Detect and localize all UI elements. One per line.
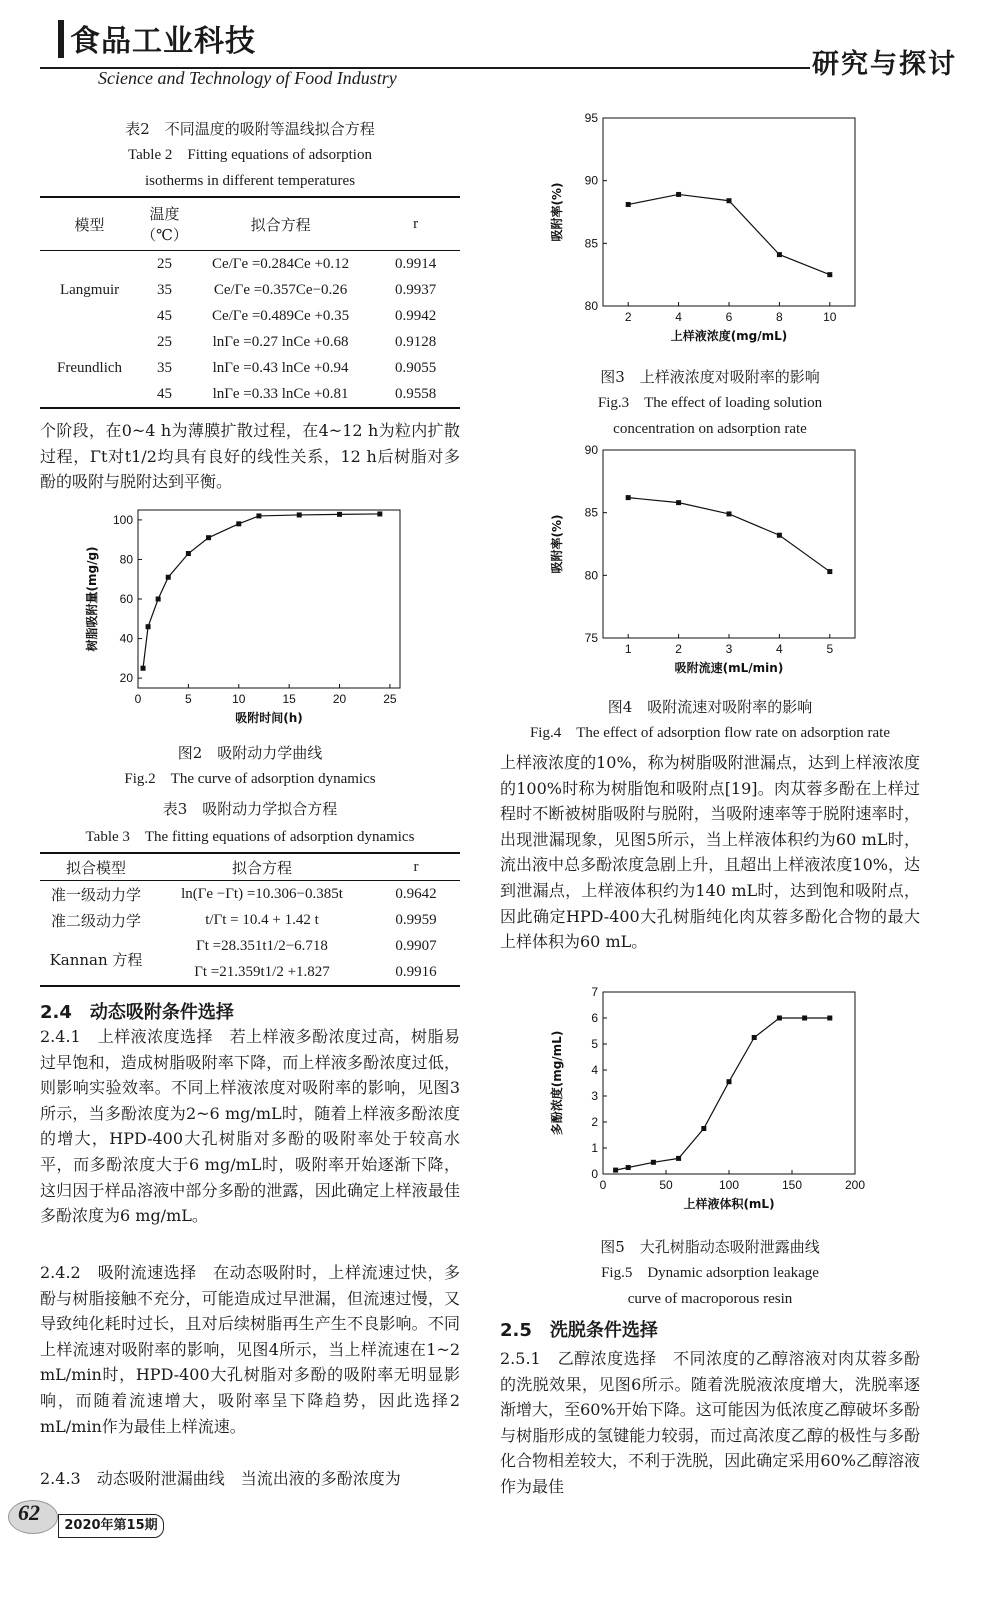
fig4-chart (545, 440, 865, 686)
data-point (156, 597, 161, 602)
subheading-2-4-2: 2.4.2 吸附流速选择 (40, 1263, 197, 1282)
data-point (827, 272, 832, 277)
data-point (626, 495, 631, 500)
x-tick-label: 3 (725, 642, 733, 656)
table2-header-temp: 温度（℃） (141, 205, 188, 244)
data-point (752, 1035, 757, 1040)
data-point (827, 1016, 832, 1021)
y-tick-label: 7 (591, 985, 598, 999)
data-point (777, 252, 782, 257)
fig5-chart (545, 982, 865, 1222)
table2-cell: 0.9937 (395, 281, 437, 298)
data-point (256, 513, 261, 518)
table2-header-r: r (413, 215, 419, 232)
paragraph-2-4-3 (40, 1466, 460, 1492)
x-tick-label: 100 (718, 1178, 740, 1192)
journal-title-cn: 食品工业科技 (70, 24, 256, 59)
plot-frame (603, 118, 855, 306)
table2-cell: 45 (156, 307, 172, 324)
table2-cell: lnΓe =0.33 lnCe +0.81 (212, 385, 349, 402)
x-tick-label: 200 (844, 1178, 865, 1192)
data-point (727, 511, 732, 516)
data-point (676, 500, 681, 505)
x-tick-label: 4 (675, 310, 682, 324)
table2-cell: Ce/Γe =0.489Ce +0.35 (211, 307, 350, 324)
y-axis-label: 吸附率(%) (550, 514, 564, 574)
table2-caption-cn: 表2 不同温度的吸附等温线拟合方程 (125, 120, 375, 138)
fig2-chart (80, 500, 410, 736)
x-tick-label: 5 (826, 642, 834, 656)
paragraph-2-4-1-body: 若上样液多酚浓度过高，树脂易过早饱和，造成树脂吸附率下降，而上样液多酚浓度过低，则影响实验效率。不同上样液浓度对吸附率的影响，见图3所示，当多酚浓度为2~6 mg/mL时，随着上样液多酚浓度的增大，HPD-400大孔树脂对多酚的吸附率处于较高水平，而多酚浓度大于6 mg/mL时，吸附率开始逐渐下降，这归因于样品溶液中部分多酚的泄露，因此确定上样液最佳多酚浓度为6 mg/mL。 (40, 1027, 460, 1226)
data-point (141, 666, 146, 671)
table2-cell: 0.9942 (395, 307, 437, 324)
paragraph-2-5-1-body: 不同浓度的乙醇溶液对肉苁蓉多酚的洗脱效果，见图6所示。随着洗脱液浓度增大，洗脱率逐渐增大，至60%开始下降。这可能因为低浓度乙醇破坏多酚与树脂形成的氢键能力较弱，而过高浓度乙醇的极性与多酚化合物相差较大，不利于洗脱，因此确定采用60%乙醇溶液作为最佳 (500, 1349, 920, 1496)
data-point (651, 1160, 656, 1165)
x-tick-label: 2 (675, 642, 682, 656)
data-point (676, 1156, 681, 1161)
x-axis-label: 吸附时间(h) (235, 711, 303, 725)
table3-caption-en: Table 3 The fitting equations of adsorption dynamics (85, 829, 415, 845)
y-axis-label: 吸附率(%) (550, 182, 564, 242)
table3-cell: ln(Γe −Γt) =10.306−0.385t (181, 885, 343, 902)
table2-model-freundlich: Freundlich (57, 359, 123, 376)
y-tick-label: 6 (591, 1011, 598, 1025)
data-point (337, 512, 342, 517)
x-tick-label: 4 (776, 642, 783, 656)
table-row (40, 329, 460, 355)
table3-cell: 0.9959 (395, 911, 437, 928)
table2-cell: lnΓe =0.27 lnCe +0.68 (212, 333, 349, 350)
series-line (628, 498, 830, 572)
table3-caption-cn: 表3 吸附动力学拟合方程 (162, 800, 338, 818)
y-tick-label: 75 (584, 631, 598, 645)
data-point (186, 551, 191, 556)
y-tick-label: 5 (591, 1037, 598, 1051)
series-line (616, 1018, 830, 1170)
fig3-chart (545, 108, 865, 354)
data-point (676, 192, 681, 197)
x-tick-label: 25 (383, 692, 397, 706)
data-point (827, 569, 832, 574)
subheading-2-5-1: 2.5.1 乙醇浓度选择 (500, 1349, 657, 1368)
y-axis-label: 多酚浓度(mg/mL) (550, 1030, 564, 1136)
table2-cell: 35 (156, 359, 172, 376)
table3-cell: t/Γt = 10.4 + 1.42 t (205, 911, 319, 928)
data-point (777, 533, 782, 538)
y-tick-label: 2 (591, 1115, 598, 1129)
x-tick-label: 8 (776, 310, 783, 324)
table3-cell: Γt =28.351t1/2−6.718 (196, 937, 328, 954)
y-tick-label: 100 (112, 512, 133, 527)
data-point (626, 1165, 631, 1170)
x-tick-label: 15 (282, 692, 296, 706)
data-point (377, 511, 382, 516)
table2-cell: 0.9055 (395, 359, 437, 376)
fig4-caption-cn: 图4 吸附流速对吸附率的影响 (607, 698, 813, 716)
table2-cell: 0.9128 (395, 333, 437, 350)
plot-frame (138, 510, 400, 688)
y-tick-label: 3 (591, 1089, 598, 1103)
table3-header-equation: 拟合方程 (231, 858, 292, 877)
y-tick-label: 90 (584, 173, 598, 188)
table3-cell: 准二级动力学 (50, 911, 141, 930)
fig5-caption-en1: Fig.5 Dynamic adsorption leakage (601, 1265, 819, 1281)
table2-cell: 0.9558 (395, 385, 437, 402)
data-point (166, 575, 171, 580)
section-2-4-heading: 2.4 动态吸附条件选择 (40, 1002, 234, 1023)
paragraph-2-4-3-body: 当流出液的多酚浓度为 (240, 1469, 401, 1488)
x-axis-label: 上样液浓度(mg/mL) (670, 329, 788, 343)
paragraph-2-5-1 (500, 1346, 920, 1500)
paragraph-2-4-2 (40, 1260, 460, 1439)
x-tick-label: 5 (185, 692, 192, 706)
journal-logo-bar (58, 20, 64, 58)
table3-cell: 准一级动力学 (50, 885, 141, 904)
issue-label: 2020年第15期 (58, 1514, 164, 1538)
data-point (727, 1079, 732, 1084)
table2 (40, 196, 460, 409)
fig3-caption-en1: Fig.3 The effect of loading solution (597, 395, 823, 411)
y-tick-label: 4 (591, 1063, 598, 1077)
data-point (146, 624, 151, 629)
x-tick-label: 0 (134, 692, 142, 706)
table3-cell: 0.9907 (395, 937, 437, 954)
table2-header-model: 模型 (74, 215, 105, 234)
table3-cell: 0.9916 (395, 963, 437, 980)
series-line (143, 514, 380, 668)
table-row (40, 881, 460, 908)
fig5-caption-en2: curve of macroporous resin (627, 1291, 793, 1307)
fig5-caption-cn: 图5 大孔树脂动态吸附泄露曲线 (600, 1238, 820, 1256)
y-tick-label: 85 (584, 236, 598, 251)
table2-cell: 35 (156, 281, 172, 298)
data-point (802, 1016, 807, 1021)
fig4-caption-en: Fig.4 The effect of adsorption flow rate on adsorption rate (529, 725, 891, 741)
table3-header-row (40, 853, 460, 881)
left-paragraph-1: 个阶段，在0~4 h为薄膜扩散过程，在4~12 h为粒内扩散过程，Γt对t1/2均具有良好的线性关系，12 h后树脂对多酚的吸附与脱附达到平衡。 (40, 421, 460, 492)
x-tick-label: 10 (823, 310, 837, 324)
section-tag: 研究与探讨 (812, 49, 957, 80)
series-line (628, 194, 830, 274)
table2-cell: Ce/Γe =0.284Ce +0.12 (211, 255, 350, 272)
table2-header-equation: 拟合方程 (250, 215, 311, 234)
table-row (40, 907, 460, 933)
x-tick-label: 6 (725, 310, 733, 324)
y-tick-label: 80 (584, 299, 598, 313)
right-paragraph-leak: 上样液浓度的10%，称为树脂吸附泄漏点，达到上样液浓度的100%时称为树脂饱和吸附点[19]。肉苁蓉多酚在上样过程时不断被树脂吸附与脱附，当吸附速率等于脱附速率时，出现泄漏现象，见图5所示，当上样液体积约为60 mL时，流出液中总多酚浓度急剧上升，且超出上样液浓度10%，达到泄漏点，上样液体积约为140 mL时，达到饱和吸附点，因此确定HPD-400大孔树脂纯化肉苁蓉多酚化合物的最大上样体积为60 mL。 (500, 753, 920, 952)
data-point (777, 1016, 782, 1021)
x-tick-label: 2 (624, 310, 632, 324)
table2-header-row (40, 197, 460, 251)
table2-cell: 25 (156, 255, 172, 272)
data-point (613, 1168, 618, 1173)
y-tick-label: 85 (584, 505, 598, 520)
paragraph-2-4-1 (40, 1024, 460, 1229)
subheading-2-4-3: 2.4.3 动态吸附泄漏曲线 (40, 1469, 225, 1488)
table2-cell: 0.9914 (395, 255, 437, 272)
journal-title-en: Science and Technology of Food Industry (98, 68, 397, 88)
paragraph-2-4-2-body: 在动态吸附时，上样流速过快，多酚与树脂接触不充分，可能造成过早泄漏，但流速过慢，又导致纯化耗时过长，且对后续树脂再生产生不良影响。不同上样流速对吸附率的影响，见图4所示，当上样流速在1~2 mL/min时，HPD-400大孔树脂对多酚的吸附率无明显影响，而随着流速增大，吸附率呈下降趋势，因此选择2 mL/min作为最佳上样流速。 (40, 1263, 460, 1436)
x-tick-label: 0 (599, 1178, 607, 1192)
x-tick-label: 10 (232, 692, 246, 706)
data-point (297, 512, 302, 517)
table3-cell: Γt =21.359t1/2 +1.827 (194, 963, 330, 980)
table3 (40, 852, 460, 987)
subheading-2-4-1: 2.4.1 上样液浓度选择 (40, 1027, 214, 1046)
fig3-caption-cn: 图3 上样液浓度对吸附率的影响 (600, 368, 820, 386)
data-point (236, 521, 241, 526)
fig3-caption-en2: concentration on adsorption rate (613, 421, 807, 437)
y-tick-label: 80 (584, 568, 598, 583)
table2-cell: 25 (156, 333, 172, 350)
table-row (40, 251, 460, 278)
data-point (626, 202, 631, 207)
y-tick-label: 95 (584, 111, 598, 125)
table-row (40, 933, 460, 959)
table2-caption-en1: Table 2 Fitting equations of adsorption (128, 147, 372, 163)
plot-frame (603, 450, 855, 638)
y-tick-label: 60 (119, 592, 133, 606)
x-tick-label: 1 (624, 642, 632, 656)
section-2-5-heading: 2.5 洗脱条件选择 (500, 1320, 658, 1341)
table2-model-langmuir: Langmuir (59, 281, 120, 298)
table3-header-model: 拟合模型 (65, 858, 126, 877)
page-number: 62 (18, 1500, 40, 1525)
table3-model-kannan: Kannan 方程 (49, 950, 143, 969)
x-axis-label: 吸附流速(mL/min) (674, 661, 784, 675)
y-tick-label: 20 (119, 671, 133, 686)
y-tick-label: 40 (119, 631, 133, 646)
x-tick-label: 50 (659, 1178, 673, 1192)
y-tick-label: 0 (591, 1167, 598, 1181)
y-tick-label: 1 (591, 1141, 598, 1155)
y-axis-label: 树脂吸附量(mg/g) (85, 546, 99, 652)
x-axis-label: 上样液体积(mL) (683, 1197, 775, 1211)
data-point (701, 1126, 706, 1131)
table2-cell: 45 (156, 385, 172, 402)
table3-header-r: r (413, 858, 419, 875)
table2-cell: lnΓe =0.43 lnCe +0.94 (212, 359, 349, 376)
y-tick-label: 90 (584, 443, 598, 457)
x-tick-label: 150 (781, 1178, 803, 1192)
data-point (727, 198, 732, 203)
fig2-caption-cn: 图2 吸附动力学曲线 (177, 744, 323, 762)
x-tick-label: 20 (332, 692, 347, 706)
y-tick-label: 80 (119, 552, 133, 567)
table2-caption-en2: isotherms in different temperatures (144, 173, 356, 189)
table3-cell: 0.9642 (395, 885, 437, 902)
fig2-caption-en: Fig.2 The curve of adsorption dynamics (124, 771, 376, 787)
table2-cell: Ce/Γe =0.357Ce−0.26 (213, 281, 348, 298)
data-point (206, 535, 211, 540)
